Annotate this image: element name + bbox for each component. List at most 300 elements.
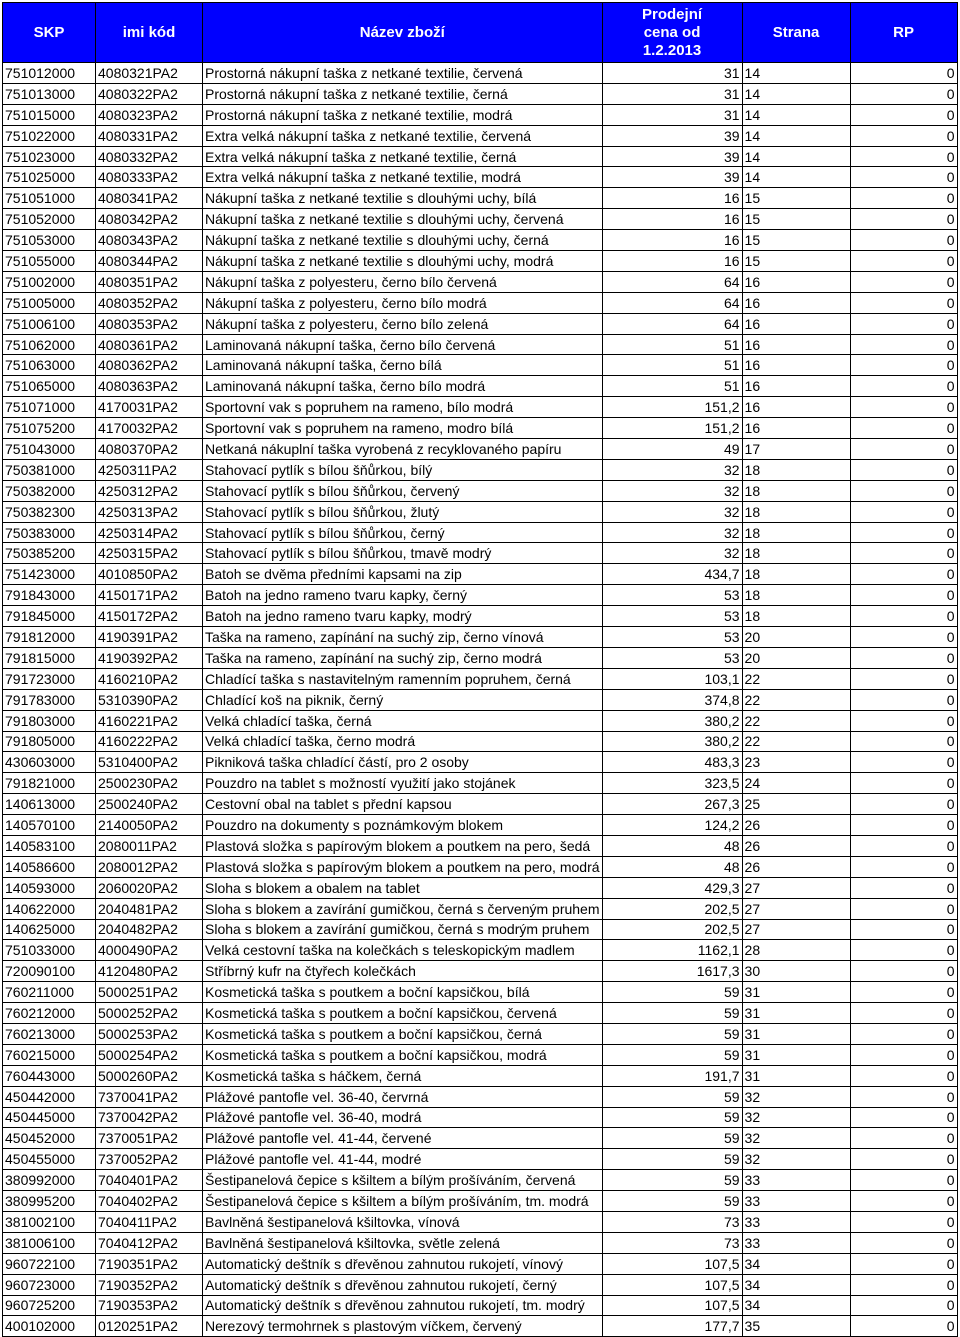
header-imi-code: imi kód	[96, 3, 203, 63]
cell-price: 59	[602, 1107, 742, 1128]
cell-skp: 750382300	[3, 501, 96, 522]
cell-page: 30	[742, 961, 850, 982]
cell-product-name: Plastová složka s papírovým blokem a poutkem na pero, šedá	[203, 835, 603, 856]
cell-imi-code: 4080344PA2	[96, 251, 203, 272]
table-row	[3, 835, 958, 856]
cell-rp: 0	[850, 439, 957, 460]
cell-page: 20	[742, 647, 850, 668]
cell-skp: 751005000	[3, 292, 96, 313]
cell-skp: 751012000	[3, 63, 96, 84]
cell-skp: 450445000	[3, 1107, 96, 1128]
cell-skp: 760212000	[3, 1003, 96, 1024]
cell-skp: 140625000	[3, 919, 96, 940]
cell-rp: 0	[850, 209, 957, 230]
cell-price: 53	[602, 606, 742, 627]
table-row	[3, 1232, 958, 1253]
cell-price: 202,5	[602, 919, 742, 940]
cell-product-name: Batoh na jedno rameno tvaru kapky, modrý	[203, 606, 603, 627]
cell-page: 17	[742, 439, 850, 460]
table-row	[3, 982, 958, 1003]
cell-imi-code: 4080322PA2	[96, 83, 203, 104]
table-row	[3, 251, 958, 272]
table-row	[3, 898, 958, 919]
cell-page: 22	[742, 731, 850, 752]
cell-product-name: Sloha s blokem a obalem na tablet	[203, 877, 603, 898]
cell-skp: 140613000	[3, 794, 96, 815]
table-row	[3, 1044, 958, 1065]
table-row	[3, 564, 958, 585]
cell-imi-code: 2060020PA2	[96, 877, 203, 898]
cell-imi-code: 7190353PA2	[96, 1295, 203, 1316]
cell-rp: 0	[850, 940, 957, 961]
cell-imi-code: 4190391PA2	[96, 627, 203, 648]
table-row	[3, 501, 958, 522]
cell-product-name: Stříbrný kufr na čtyřech kolečkách	[203, 961, 603, 982]
cell-price: 39	[602, 125, 742, 146]
cell-product-name: Laminovaná nákupní taška, černo bílo modrá	[203, 376, 603, 397]
cell-rp: 0	[850, 1253, 957, 1274]
cell-price: 177,7	[602, 1316, 742, 1337]
table-row	[3, 794, 958, 815]
cell-skp: 750383000	[3, 522, 96, 543]
cell-price: 107,5	[602, 1253, 742, 1274]
table-row	[3, 856, 958, 877]
cell-page: 23	[742, 752, 850, 773]
table-row	[3, 292, 958, 313]
cell-imi-code: 7040401PA2	[96, 1170, 203, 1191]
header-price-line-2: cena od	[643, 23, 701, 41]
cell-price: 32	[602, 480, 742, 501]
cell-skp: 791843000	[3, 585, 96, 606]
cell-product-name: Nákupní taška z polyesteru, černo bílo modrá	[203, 292, 603, 313]
cell-imi-code: 4080342PA2	[96, 209, 203, 230]
cell-product-name: Kosmetická taška s poutkem a boční kapsičkou, černá	[203, 1023, 603, 1044]
cell-imi-code: 5310390PA2	[96, 689, 203, 710]
cell-page: 15	[742, 188, 850, 209]
cell-imi-code: 2500230PA2	[96, 773, 203, 794]
cell-skp: 140570100	[3, 815, 96, 836]
cell-product-name: Extra velká nákupní taška z netkané textilie, modrá	[203, 167, 603, 188]
cell-imi-code: 7370052PA2	[96, 1149, 203, 1170]
cell-price: 48	[602, 835, 742, 856]
cell-page: 16	[742, 271, 850, 292]
cell-imi-code: 4000490PA2	[96, 940, 203, 961]
cell-page: 22	[742, 710, 850, 731]
cell-imi-code: 7040412PA2	[96, 1232, 203, 1253]
cell-imi-code: 7190352PA2	[96, 1274, 203, 1295]
cell-product-name: Pikniková taška chladící částí, pro 2 osoby	[203, 752, 603, 773]
cell-rp: 0	[850, 188, 957, 209]
cell-skp: 751015000	[3, 104, 96, 125]
cell-page: 22	[742, 689, 850, 710]
cell-imi-code: 4080333PA2	[96, 167, 203, 188]
cell-page: 25	[742, 794, 850, 815]
cell-skp: 791803000	[3, 710, 96, 731]
cell-skp: 140593000	[3, 877, 96, 898]
cell-imi-code: 7370051PA2	[96, 1128, 203, 1149]
cell-product-name: Cestovní obal na tablet s přední kapsou	[203, 794, 603, 815]
header-rp: RP	[850, 3, 957, 63]
cell-skp: 751025000	[3, 167, 96, 188]
cell-product-name: Laminovaná nákupní taška, černo bílá	[203, 355, 603, 376]
cell-price: 51	[602, 376, 742, 397]
cell-skp: 791815000	[3, 647, 96, 668]
cell-page: 18	[742, 606, 850, 627]
cell-rp: 0	[850, 773, 957, 794]
cell-page: 32	[742, 1086, 850, 1107]
cell-skp: 450452000	[3, 1128, 96, 1149]
cell-page: 16	[742, 292, 850, 313]
cell-rp: 0	[850, 731, 957, 752]
cell-product-name: Nákupní taška z polyesteru, černo bílo zelená	[203, 313, 603, 334]
cell-page: 33	[742, 1232, 850, 1253]
cell-product-name: Laminovaná nákupní taška, černo bílo červená	[203, 334, 603, 355]
header-price	[602, 3, 742, 63]
table-row	[3, 271, 958, 292]
cell-imi-code: 4160210PA2	[96, 668, 203, 689]
cell-product-name: Batoh se dvěma předními kapsami na zip	[203, 564, 603, 585]
cell-rp: 0	[850, 1274, 957, 1295]
cell-product-name: Pouzdro na dokumenty s poznámkovým blokem	[203, 815, 603, 836]
cell-rp: 0	[850, 418, 957, 439]
cell-imi-code: 4170032PA2	[96, 418, 203, 439]
cell-rp: 0	[850, 647, 957, 668]
cell-price: 323,5	[602, 773, 742, 794]
cell-rp: 0	[850, 397, 957, 418]
cell-price: 374,8	[602, 689, 742, 710]
cell-rp: 0	[850, 794, 957, 815]
cell-rp: 0	[850, 1211, 957, 1232]
cell-price: 483,3	[602, 752, 742, 773]
cell-rp: 0	[850, 1170, 957, 1191]
cell-imi-code: 4250314PA2	[96, 522, 203, 543]
table-row	[3, 355, 958, 376]
cell-skp: 960725200	[3, 1295, 96, 1316]
cell-rp: 0	[850, 835, 957, 856]
cell-imi-code: 7370041PA2	[96, 1086, 203, 1107]
cell-page: 28	[742, 940, 850, 961]
cell-price: 73	[602, 1232, 742, 1253]
cell-price: 32	[602, 501, 742, 522]
cell-price: 103,1	[602, 668, 742, 689]
cell-product-name: Automatický deštník s dřevěnou zahnutou rukojetí, vínový	[203, 1253, 603, 1274]
cell-price: 434,7	[602, 564, 742, 585]
cell-page: 32	[742, 1149, 850, 1170]
cell-product-name: Velká cestovní taška na kolečkách s teleskopickým madlem	[203, 940, 603, 961]
cell-skp: 751053000	[3, 230, 96, 251]
cell-page: 18	[742, 480, 850, 501]
cell-product-name: Chladící taška s nastavitelným ramenním popruhem, černá	[203, 668, 603, 689]
cell-skp: 751013000	[3, 83, 96, 104]
cell-skp: 751002000	[3, 271, 96, 292]
cell-page: 14	[742, 83, 850, 104]
cell-skp: 751006100	[3, 313, 96, 334]
header-price-line-1: Prodejní	[642, 5, 703, 23]
cell-imi-code: 2040482PA2	[96, 919, 203, 940]
cell-product-name: Kosmetická taška s poutkem a boční kapsičkou, bílá	[203, 982, 603, 1003]
cell-page: 26	[742, 856, 850, 877]
cell-product-name: Nákupní taška z netkané textilie s dlouhými uchy, červená	[203, 209, 603, 230]
cell-imi-code: 4010850PA2	[96, 564, 203, 585]
table-row	[3, 146, 958, 167]
cell-rp: 0	[850, 1191, 957, 1212]
cell-page: 14	[742, 104, 850, 125]
cell-imi-code: 4080352PA2	[96, 292, 203, 313]
table-row	[3, 313, 958, 334]
cell-imi-code: 4250315PA2	[96, 543, 203, 564]
cell-rp: 0	[850, 627, 957, 648]
cell-product-name: Extra velká nákupní taška z netkané textilie, černá	[203, 146, 603, 167]
cell-page: 24	[742, 773, 850, 794]
table-body	[3, 63, 958, 1337]
cell-page: 27	[742, 898, 850, 919]
cell-imi-code: 4080331PA2	[96, 125, 203, 146]
table-row	[3, 418, 958, 439]
cell-product-name: Bavlněná šestipanelová kšiltovka, vínová	[203, 1211, 603, 1232]
cell-rp: 0	[850, 877, 957, 898]
table-row	[3, 919, 958, 940]
cell-rp: 0	[850, 313, 957, 334]
cell-page: 20	[742, 627, 850, 648]
cell-rp: 0	[850, 710, 957, 731]
cell-rp: 0	[850, 1232, 957, 1253]
cell-page: 15	[742, 230, 850, 251]
table-row	[3, 1274, 958, 1295]
cell-rp: 0	[850, 1107, 957, 1128]
cell-imi-code: 5000254PA2	[96, 1044, 203, 1065]
header-row	[3, 3, 958, 63]
cell-skp: 140586600	[3, 856, 96, 877]
cell-imi-code: 4250313PA2	[96, 501, 203, 522]
cell-price: 1617,3	[602, 961, 742, 982]
cell-price: 267,3	[602, 794, 742, 815]
header-product-name: Název zboží	[203, 3, 603, 63]
cell-page: 33	[742, 1170, 850, 1191]
cell-product-name: Stahovací pytlík s bílou šňůrkou, červený	[203, 480, 603, 501]
cell-rp: 0	[850, 459, 957, 480]
cell-skp: 751033000	[3, 940, 96, 961]
cell-rp: 0	[850, 271, 957, 292]
cell-product-name: Stahovací pytlík s bílou šňůrkou, bílý	[203, 459, 603, 480]
cell-page: 26	[742, 815, 850, 836]
cell-skp: 760211000	[3, 982, 96, 1003]
cell-rp: 0	[850, 63, 957, 84]
cell-product-name: Kosmetická taška s poutkem a boční kapsičkou, modrá	[203, 1044, 603, 1065]
cell-product-name: Nákupní taška z netkané textilie s dlouhými uchy, modrá	[203, 251, 603, 272]
cell-page: 16	[742, 376, 850, 397]
cell-price: 1162,1	[602, 940, 742, 961]
cell-imi-code: 2080012PA2	[96, 856, 203, 877]
table-row	[3, 1023, 958, 1044]
cell-rp: 0	[850, 251, 957, 272]
table-row	[3, 773, 958, 794]
table-row	[3, 522, 958, 543]
cell-price: 64	[602, 313, 742, 334]
cell-imi-code: 4080353PA2	[96, 313, 203, 334]
cell-price: 59	[602, 1170, 742, 1191]
cell-product-name: Kosmetická taška s poutkem a boční kapsičkou, červená	[203, 1003, 603, 1024]
table-row	[3, 1086, 958, 1107]
table-row	[3, 877, 958, 898]
cell-product-name: Automatický deštník s dřevěnou zahnutou rukojetí, černý	[203, 1274, 603, 1295]
cell-price: 39	[602, 146, 742, 167]
cell-page: 14	[742, 125, 850, 146]
cell-page: 31	[742, 982, 850, 1003]
cell-product-name: Velká chladící taška, černá	[203, 710, 603, 731]
table-row	[3, 1065, 958, 1086]
cell-skp: 750382000	[3, 480, 96, 501]
table-row	[3, 1253, 958, 1274]
table-row	[3, 1003, 958, 1024]
table-row	[3, 1191, 958, 1212]
cell-page: 16	[742, 334, 850, 355]
cell-rp: 0	[850, 815, 957, 836]
cell-skp: 751075200	[3, 418, 96, 439]
cell-page: 14	[742, 63, 850, 84]
cell-rp: 0	[850, 752, 957, 773]
cell-page: 14	[742, 167, 850, 188]
cell-imi-code: 4190392PA2	[96, 647, 203, 668]
cell-rp: 0	[850, 230, 957, 251]
header-skp: SKP	[3, 3, 96, 63]
cell-product-name: Plastová složka s papírovým blokem a poutkem na pero, modrá	[203, 856, 603, 877]
cell-skp: 450455000	[3, 1149, 96, 1170]
cell-page: 31	[742, 1044, 850, 1065]
cell-price: 380,2	[602, 731, 742, 752]
cell-rp: 0	[850, 898, 957, 919]
cell-page: 18	[742, 522, 850, 543]
table-row	[3, 689, 958, 710]
cell-page: 33	[742, 1191, 850, 1212]
cell-imi-code: 2040481PA2	[96, 898, 203, 919]
cell-price: 64	[602, 292, 742, 313]
table-row	[3, 752, 958, 773]
table-row	[3, 188, 958, 209]
cell-skp: 400102000	[3, 1316, 96, 1337]
cell-imi-code: 4080370PA2	[96, 439, 203, 460]
cell-page: 27	[742, 877, 850, 898]
cell-imi-code: 4080321PA2	[96, 63, 203, 84]
cell-price: 151,2	[602, 418, 742, 439]
cell-imi-code: 5000253PA2	[96, 1023, 203, 1044]
cell-price: 59	[602, 1149, 742, 1170]
cell-rp: 0	[850, 376, 957, 397]
table-row	[3, 167, 958, 188]
cell-rp: 0	[850, 522, 957, 543]
cell-imi-code: 4250311PA2	[96, 459, 203, 480]
cell-skp: 751071000	[3, 397, 96, 418]
cell-rp: 0	[850, 585, 957, 606]
table-row	[3, 606, 958, 627]
table-row	[3, 815, 958, 836]
price-list-table	[2, 2, 958, 1337]
cell-imi-code: 2500240PA2	[96, 794, 203, 815]
cell-skp: 751022000	[3, 125, 96, 146]
cell-price: 53	[602, 585, 742, 606]
cell-page: 34	[742, 1253, 850, 1274]
table-row	[3, 334, 958, 355]
cell-rp: 0	[850, 146, 957, 167]
table-row	[3, 710, 958, 731]
cell-price: 49	[602, 439, 742, 460]
cell-product-name: Kosmetická taška s háčkem, černá	[203, 1065, 603, 1086]
cell-imi-code: 4080361PA2	[96, 334, 203, 355]
cell-product-name: Plážové pantofle vel. 36-40, červrná	[203, 1086, 603, 1107]
table-row	[3, 125, 958, 146]
cell-product-name: Sloha s blokem a zavírání gumičkou, černá s modrým pruhem	[203, 919, 603, 940]
cell-page: 35	[742, 1316, 850, 1337]
cell-rp: 0	[850, 83, 957, 104]
cell-page: 16	[742, 355, 850, 376]
cell-skp: 720090100	[3, 961, 96, 982]
table-row	[3, 627, 958, 648]
table-row	[3, 1128, 958, 1149]
cell-imi-code: 2140050PA2	[96, 815, 203, 836]
cell-page: 34	[742, 1274, 850, 1295]
cell-skp: 140583100	[3, 835, 96, 856]
cell-skp: 751065000	[3, 376, 96, 397]
cell-price: 31	[602, 83, 742, 104]
cell-product-name: Sloha s blokem a zavírání gumičkou, černá s červeným pruhem	[203, 898, 603, 919]
cell-rp: 0	[850, 919, 957, 940]
cell-rp: 0	[850, 982, 957, 1003]
cell-imi-code: 4080323PA2	[96, 104, 203, 125]
cell-price: 53	[602, 647, 742, 668]
cell-product-name: Sportovní vak s popruhem na rameno, bílo modrá	[203, 397, 603, 418]
cell-price: 59	[602, 982, 742, 1003]
cell-imi-code: 4080362PA2	[96, 355, 203, 376]
cell-imi-code: 4250312PA2	[96, 480, 203, 501]
cell-product-name: Plážové pantofle vel. 41-44, modré	[203, 1149, 603, 1170]
cell-page: 18	[742, 459, 850, 480]
cell-product-name: Stahovací pytlík s bílou šňůrkou, tmavě modrý	[203, 543, 603, 564]
cell-imi-code: 4170031PA2	[96, 397, 203, 418]
table-row	[3, 63, 958, 84]
cell-rp: 0	[850, 543, 957, 564]
cell-page: 31	[742, 1023, 850, 1044]
cell-price: 51	[602, 334, 742, 355]
cell-product-name: Nákupní taška z netkané textilie s dlouhými uchy, černá	[203, 230, 603, 251]
cell-imi-code: 7040411PA2	[96, 1211, 203, 1232]
cell-rp: 0	[850, 1316, 957, 1337]
table-row	[3, 230, 958, 251]
cell-imi-code: 4080341PA2	[96, 188, 203, 209]
cell-imi-code: 4160222PA2	[96, 731, 203, 752]
cell-skp: 791723000	[3, 668, 96, 689]
cell-skp: 791845000	[3, 606, 96, 627]
cell-imi-code: 7190351PA2	[96, 1253, 203, 1274]
cell-skp: 751052000	[3, 209, 96, 230]
cell-page: 26	[742, 835, 850, 856]
cell-price: 31	[602, 104, 742, 125]
cell-product-name: Stahovací pytlík s bílou šňůrkou, žlutý	[203, 501, 603, 522]
cell-price: 64	[602, 271, 742, 292]
cell-skp: 791805000	[3, 731, 96, 752]
cell-product-name: Plážové pantofle vel. 36-40, modrá	[203, 1107, 603, 1128]
cell-page: 32	[742, 1128, 850, 1149]
cell-product-name: Automatický deštník s dřevěnou zahnutou rukojetí, tm. modrý	[203, 1295, 603, 1316]
cell-rp: 0	[850, 1044, 957, 1065]
cell-product-name: Prostorná nákupní taška z netkané textilie, červená	[203, 63, 603, 84]
cell-product-name: Prostorná nákupní taška z netkané textilie, černá	[203, 83, 603, 104]
cell-product-name: Sportovní vak s popruhem na rameno, modro bílá	[203, 418, 603, 439]
table-row	[3, 731, 958, 752]
cell-skp: 751023000	[3, 146, 96, 167]
cell-imi-code: 4080343PA2	[96, 230, 203, 251]
cell-product-name: Prostorná nákupní taška z netkané textilie, modrá	[203, 104, 603, 125]
cell-product-name: Batoh na jedno rameno tvaru kapky, černý	[203, 585, 603, 606]
table-row	[3, 1211, 958, 1232]
